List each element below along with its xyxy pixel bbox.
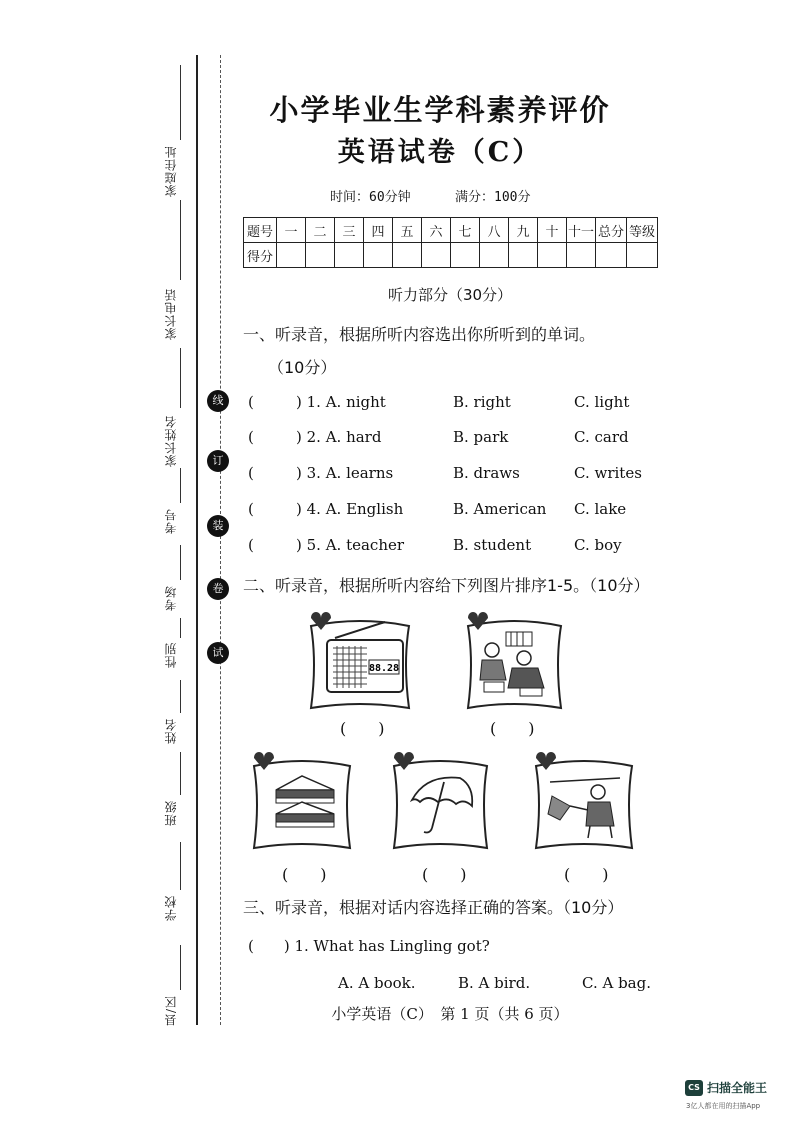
- field-gender: 性别: [164, 642, 178, 668]
- field-home-address: 家庭住址: [164, 145, 178, 197]
- answer-bracket[interactable]: (: [248, 536, 254, 554]
- heart-icon: [468, 612, 488, 630]
- table-col-head: 一: [277, 218, 306, 243]
- exam-full-score: 满分：100分: [455, 190, 531, 205]
- option-b: B. right: [453, 393, 511, 411]
- table-col-head: 六: [422, 218, 451, 243]
- section3-heading: 三、听录音，根据对话内容选择正确的答案。（10分）: [243, 898, 624, 917]
- option-a: ) 5. A. teacher: [296, 536, 405, 554]
- table-col-head: 十一: [567, 218, 596, 243]
- section2-heading: 二、听录音，根据所听内容给下列图片排序1-5。（10分）: [243, 576, 650, 595]
- option-a: ) 2. A. hard: [296, 428, 382, 446]
- field-county: 县/区: [164, 995, 178, 1027]
- heart-icon: [536, 752, 556, 770]
- table-col-head: 九: [509, 218, 538, 243]
- field-line: [180, 945, 181, 990]
- score-cell[interactable]: [364, 243, 393, 268]
- camscanner-name: 扫描全能王: [707, 1081, 768, 1095]
- option-c: C. A bag.: [582, 974, 651, 992]
- field-exam-number: 考号: [164, 508, 178, 534]
- page-subtitle: 英语试卷（C）: [337, 137, 543, 168]
- field-line: [180, 842, 181, 890]
- answer-bracket[interactable]: (: [248, 464, 254, 482]
- option-c: C. writes: [574, 464, 642, 482]
- table-col-head: 八: [480, 218, 509, 243]
- option-a: A. A book.: [338, 974, 416, 992]
- page-title: 小学毕业生学科素养评价: [269, 93, 611, 127]
- table-col-head: 总分: [596, 218, 627, 243]
- table-col-head: 三: [335, 218, 364, 243]
- score-cell[interactable]: [567, 243, 596, 268]
- heart-icon: [394, 752, 414, 770]
- option-b: B. American: [453, 500, 547, 518]
- field-parent-name: 家长姓名: [164, 415, 178, 467]
- option-c: C. boy: [574, 536, 622, 554]
- answer-paren[interactable]: ( ): [422, 865, 467, 884]
- camscanner-tagline: 3亿人都在用的扫描App: [686, 1102, 761, 1110]
- table-row-head: 得分: [244, 243, 277, 268]
- field-name: 姓名: [164, 718, 178, 744]
- seal-line: 线: [207, 390, 229, 412]
- field-line: [180, 200, 181, 280]
- field-line: [180, 680, 181, 713]
- list-item: [248, 536, 688, 558]
- section1-points: （10分）: [268, 358, 337, 377]
- section-title-listening: 听力部分（30分）: [387, 286, 513, 304]
- option-c: C. card: [574, 428, 629, 446]
- camscanner-logo-icon: CS: [685, 1080, 703, 1096]
- field-line: [180, 618, 181, 638]
- binding-dashed-line: [220, 55, 221, 1025]
- section1-heading: 一、听录音，根据所听内容选出你所听到的单词。: [243, 325, 596, 344]
- exam-time: 时间：60分钟: [330, 190, 411, 205]
- option-a: ) 4. A. English: [296, 500, 404, 518]
- option-c: C. light: [574, 393, 630, 411]
- field-class: 班级: [164, 800, 178, 826]
- answer-paren[interactable]: ( ): [490, 719, 535, 738]
- field-parent-phone: 家长电话: [164, 288, 178, 340]
- option-b: B. draws: [453, 464, 520, 482]
- seal-test: 试: [207, 642, 229, 664]
- field-line: [180, 65, 181, 140]
- list-item: [248, 464, 688, 486]
- score-table: [243, 217, 658, 268]
- answer-bracket[interactable]: (: [248, 428, 254, 446]
- seal-pack: 装: [207, 515, 229, 537]
- field-school: 学校: [164, 895, 178, 921]
- score-cell[interactable]: [596, 243, 627, 268]
- option-a: ) 3. A. learns: [296, 464, 394, 482]
- answer-bracket[interactable]: (: [248, 500, 254, 518]
- score-cell[interactable]: [509, 243, 538, 268]
- answer-paren[interactable]: ( ): [282, 865, 327, 884]
- score-cell[interactable]: [480, 243, 509, 268]
- table-col-head: 等级: [627, 218, 658, 243]
- field-exam-room: 考场: [164, 585, 178, 611]
- option-b: B. student: [453, 536, 532, 554]
- person-picture: [530, 748, 638, 853]
- page-footer: 小学英语（C） 第 1 页（共 6 页）: [331, 1005, 569, 1023]
- score-cell[interactable]: [422, 243, 451, 268]
- score-cell[interactable]: [538, 243, 567, 268]
- table-col-head: 五: [393, 218, 422, 243]
- radio-display: 88.28: [368, 663, 400, 674]
- score-cell[interactable]: [393, 243, 422, 268]
- answer-bracket[interactable]: (: [248, 393, 254, 411]
- answer-paren[interactable]: ( ): [564, 865, 609, 884]
- list-item: [248, 500, 688, 522]
- answer-paren[interactable]: ( ): [340, 719, 385, 738]
- seal-bind: 订: [207, 450, 229, 472]
- table-col-head: 四: [364, 218, 393, 243]
- option-b: B. park: [453, 428, 509, 446]
- option-b: B. A bird.: [458, 974, 531, 992]
- field-line: [180, 468, 181, 503]
- table-col-head: 七: [451, 218, 480, 243]
- radio-picture: [305, 608, 415, 713]
- field-line: [180, 752, 181, 795]
- score-table-score-row: [244, 243, 658, 268]
- table-col-head: 十: [538, 218, 567, 243]
- binding-line: [196, 55, 198, 1025]
- field-line: [180, 545, 181, 580]
- score-cell[interactable]: [306, 243, 335, 268]
- score-cell[interactable]: [627, 243, 658, 268]
- list-item: [248, 428, 688, 450]
- list-item: [248, 393, 688, 415]
- option-a: ) 1. A. night: [296, 393, 386, 411]
- score-cell[interactable]: [335, 243, 364, 268]
- umbrella-picture: [388, 748, 493, 853]
- seal-paper: 卷: [207, 578, 229, 600]
- table-row-head: 题号: [244, 218, 277, 243]
- score-table-head-row: [244, 218, 658, 243]
- score-cell[interactable]: [451, 243, 480, 268]
- heart-icon: [311, 612, 331, 630]
- field-line: [180, 348, 181, 408]
- section3-question1: ( ) 1. What has Lingling got?: [248, 937, 490, 955]
- option-c: C. lake: [574, 500, 627, 518]
- score-cell[interactable]: [277, 243, 306, 268]
- heart-icon: [254, 752, 274, 770]
- sandwich-picture: [248, 748, 356, 853]
- reading-picture: [462, 608, 567, 713]
- table-col-head: 二: [306, 218, 335, 243]
